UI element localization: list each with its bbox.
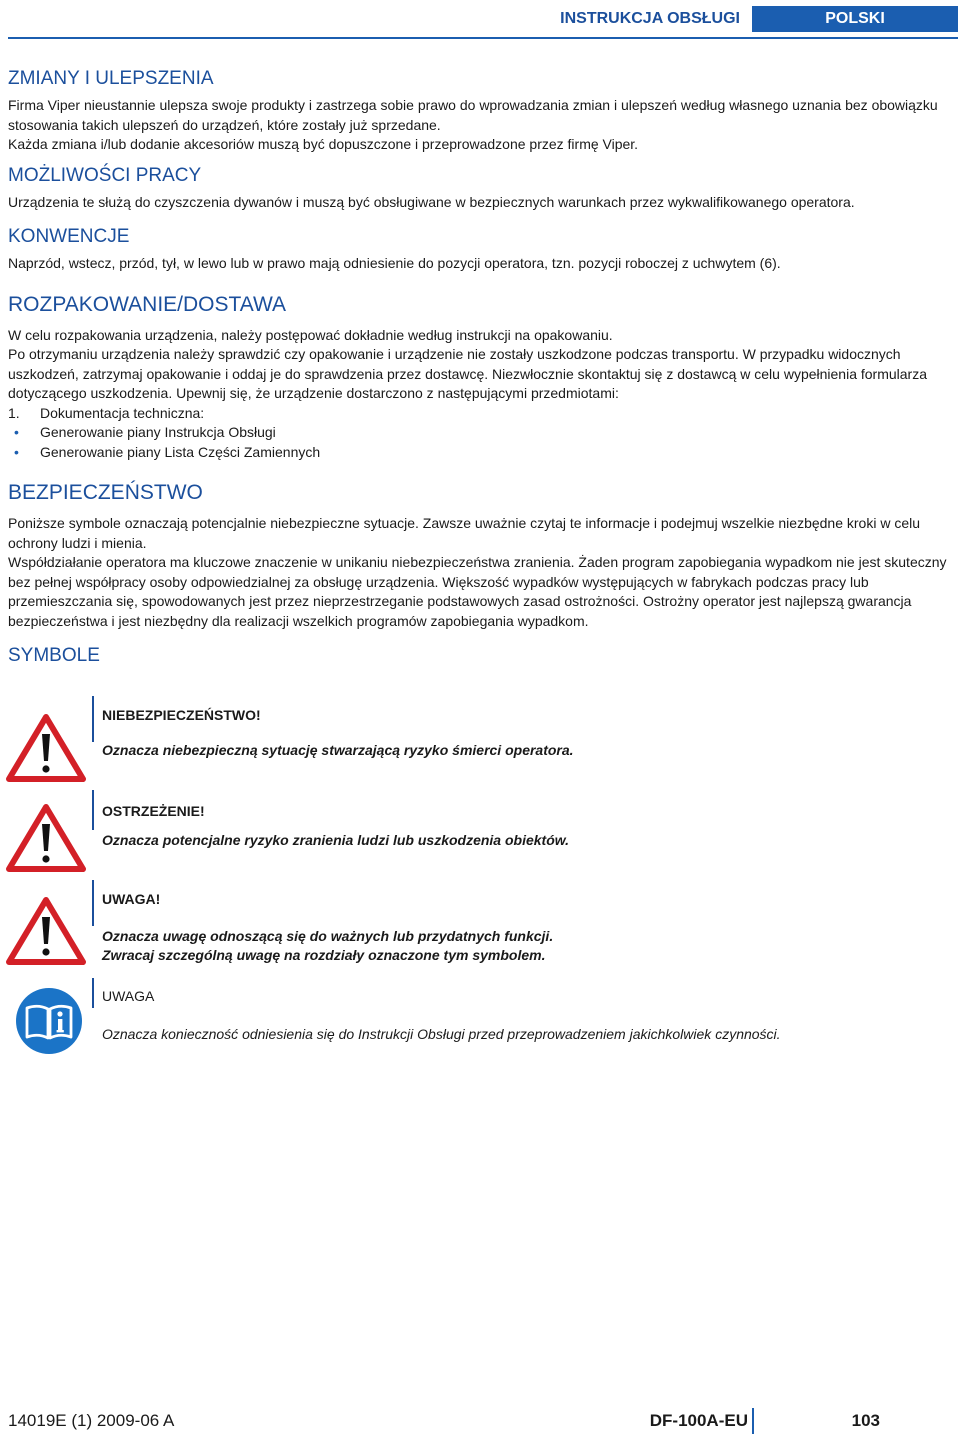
footer-divider: [752, 1408, 754, 1434]
symbol-divider: [92, 880, 94, 926]
symbol-label-note: UWAGA: [102, 988, 155, 1004]
warning-triangle-icon: [6, 804, 86, 877]
section-title-safety: BEZPIECZEŃSTWO: [8, 481, 203, 504]
conventions-paragraph: Naprzód, wstecz, przód, tył, w lewo lub w prawo mają odniesienie do pozycji operatora, tzn. pozycji roboczej z uchwytem (6).: [8, 255, 781, 271]
safety-paragraph-1: Poniższe symbole oznaczają potencjalnie niebezpieczne sytuacje. Zawsze uważnie czytaj te informacje i podejmuj wszelkie niezbędne kroki w celu ochrony ludzi i mienia.: [8, 515, 921, 551]
section-title-conventions: KONWENCJE: [8, 226, 130, 247]
section-title-symbols: SYMBOLE: [8, 645, 100, 666]
symbol-desc-caution-1: Oznacza uwagę odnoszącą się do ważnych lub przydatnych funkcji.: [102, 928, 554, 944]
section-title-changes: ZMIANY I ULEPSZENIA: [8, 68, 214, 89]
symbol-divider: [92, 790, 94, 830]
symbol-desc-caution-2: Zwracaj szczególną uwagę na rozdziały oznaczone tym symbolem.: [102, 947, 546, 963]
document-title: INSTRUKCJA OBSŁUGI: [560, 10, 740, 27]
header-divider: [8, 37, 958, 39]
unpacking-paragraph-2: Po otrzymaniu urządzenia należy sprawdzić czy opakowanie i urządzenie nie zostały uszkodzone podczas transportu. W przypadku widocznych uszkodzeń, zatrzymaj opakowanie i oddaj je do sprawdzenia przez dostawcę. Niezwłocznie skontaktuj się z dostawcą w celu wypełnienia formularza dotyczącego uszkodzenia. Upewnij się, że urządzenie dostarczono z następującymi przedmiotami:: [8, 346, 928, 401]
list-item: • Generowanie piany Instrukcja Obsługi: [40, 423, 958, 443]
manual-book-info-icon: [14, 986, 84, 1061]
section-title-unpacking: ROZPAKOWANIE/DOSTAWA: [8, 292, 287, 316]
safety-paragraph-2: Współdziałanie operatora ma kluczowe znaczenie w unikaniu niebezpieczeństwa zranienia. Żaden program zapobiegania wypadkom nie jest skuteczny bez pełnej współpracy osoby odpowiedzialnej za obsługę urządzenia. Większość wypadków występujących w fabrykach podczas pracy lub przemieszczania się, spowodowanych jest przez nieprzestrzeganie podstawowych zasad ostrożności. Ostrożny operator jest najlepszą gwarancja bezpieczeństwa i jest niezbędny dla realizacji wszelkich programów zapobiegania wypadkom.: [8, 554, 947, 629]
document-code: 14019E (1) 2009-06 A: [8, 1411, 175, 1430]
changes-paragraph-2: Każda zmiana i/lub dodanie akcesoriów muszą być dopuszczone i przeprowadzone przez firmę Viper.: [8, 136, 639, 152]
changes-paragraph-1: Firma Viper nieustannie ulepsza swoje produkty i zastrzega sobie prawo do wprowadzania zmian i ulepszeń według własnego uznania bez obowiązku stosowania takich ulepszeń do urządzeń, które zostały już sprzedane.: [8, 97, 938, 133]
symbol-desc-warning: Oznacza potencjalne ryzyko zranienia ludzi lub uszkodzenia obiektów.: [102, 832, 570, 848]
symbol-label-danger: NIEBEZPIECZEŃSTWO!: [102, 707, 261, 723]
symbol-desc-danger: Oznacza niebezpieczną sytuację stwarzającą ryzyko śmierci operatora.: [102, 742, 574, 758]
caution-triangle-icon: [6, 897, 86, 970]
danger-warning-triangle-icon: [6, 714, 86, 787]
numbered-item: [8, 404, 958, 424]
item-text: Dokumentacja techniczna:: [40, 404, 205, 421]
symbol-divider: [92, 696, 94, 742]
item-number: 1.: [8, 404, 20, 421]
list-item: • Generowanie piany Lista Części Zamiennych: [40, 443, 958, 463]
page-number: 103: [851, 1411, 880, 1430]
page-content: [8, 66, 958, 669]
symbol-label-warning: OSTRZEŻENIE!: [102, 803, 205, 819]
bullet-list: [8, 423, 958, 462]
symbol-label-caution: UWAGA!: [102, 891, 161, 907]
model-name: DF-100A-EU: [649, 1411, 748, 1430]
symbol-divider: [92, 978, 94, 1008]
unpacking-paragraph-1: W celu rozpakowania urządzenia, należy postępować dokładnie według instrukcji na opakowaniu.: [8, 326, 613, 343]
symbol-desc-note: Oznacza konieczność odniesienia się do Instrukcji Obsługi przed przeprowadzeniem jakichkolwiek czynności.: [102, 1026, 781, 1042]
section-title-capabilities: MOŻLIWOŚCI PRACY: [8, 164, 202, 186]
language-badge: POLSKI: [752, 6, 958, 32]
capabilities-paragraph: Urządzenia te służą do czyszczenia dywanów i muszą być obsługiwane w bezpiecznych warunkach przez wykwalifikowanego operatora.: [8, 193, 855, 210]
